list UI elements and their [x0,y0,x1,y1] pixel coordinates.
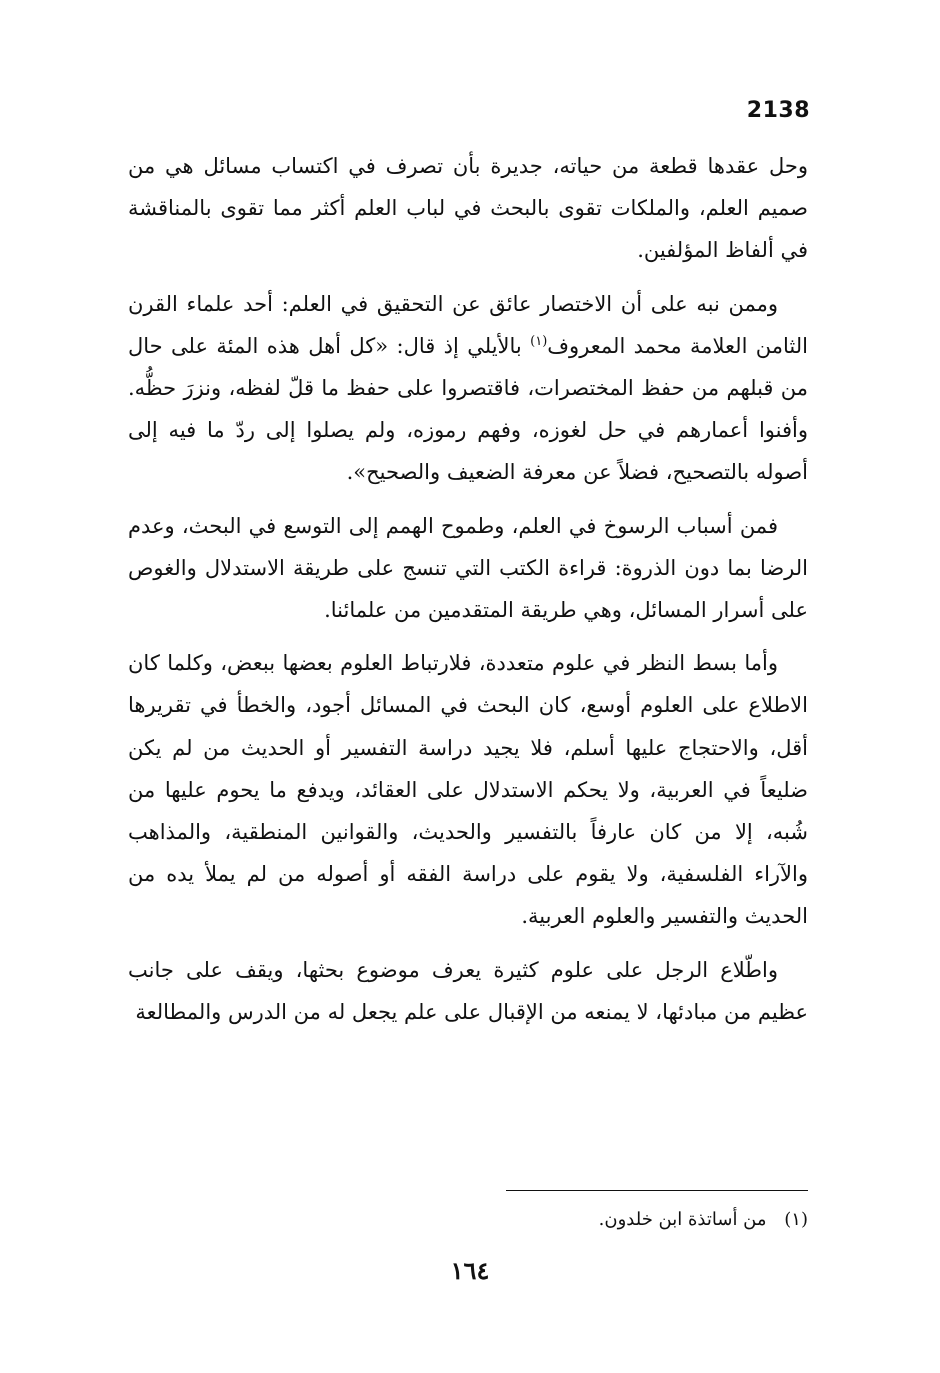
paragraph-2 [128,283,808,494]
footnote-reference-mark: (١) [530,333,548,349]
footnote [128,1203,808,1237]
paragraph-4: وأما بسط النظر في علوم متعددة، فلارتباط العلوم بعضها ببعض، وكلما كان الاطلاع على العلوم أوسع، كان البحث في المسائل أجود، والخطأ في تقريرها أقل، والاحتجاج عليها أسلم، فلا يجيد دراسة التفسير أو الحديث من لم يكن ضليعاً في العربية، ولا يحكم الاستدلال على العقائد، ويدفع ما يحوم عليها من شُبه، إلا من كان عارفاً بالتفسير والحديث، والقوانين المنطقية، والمذاهب والآراء الفلسفية، ولا يقوم على دراسة الفقه أو أصوله من لم يملأ يده من الحديث والتفسير والعلوم العربية. [128,651,808,929]
footnote-text: من أساتذة ابن خلدون. [598,1209,767,1230]
page-number-top: 2138 [746,98,810,123]
paragraph-1: وحل عقدها قطعة من حياته، جديرة بأن تصرف في اكتساب مسائل هي من صميم العلم، والملكات تقوى بالبحث في لباب العلم أكثر مما تقوى بالمناقشة في ألفاظ المؤلفين. [128,154,808,263]
paragraph-3: فمن أسباب الرسوخ في العلم، وطموح الهمم إلى التوسع في البحث، وعدم الرضا بما دون الذروة: قراءة الكتب التي تنسج على طريقة الاستدلال والغوص على أسرار المسائل، وهي طريقة المتقدمين من علمائنا. [128,513,808,623]
paragraph-5: واطّلاع الرجل على علوم كثيرة يعرف موضوع بحثها، ويقف على جانب عظيم من مبادئها، لا يمنعه من الإقبال على علم يجعل له من الدرس والمطالعة [128,957,808,1024]
body-text [128,145,808,1044]
page-number-bottom: ١٦٤ [450,1256,490,1285]
paragraph-2-text: وممن نبه على أن الاختصار عائق عن التحقيق في العلم: أحد علماء القرن الثامن العلامة محمد المعروف [128,291,808,358]
footnote-number: (١) [784,1209,808,1230]
paragraph-2-quote: بالأيلي إذ قال: «كل أهل هذه المئة على حال من قبلهم من حفظ المختصرات، فاقتصروا على حفظ ما قلّ لفظه، ونزرَ حظُّه. وأفنوا أعمارهم في حل لغوزه، وفهم رموزه، ولم يصلوا إلى ردّ ما فيه إلى أصوله بالتصحيح، فضلاً عن معرفة الضعيف والصحيح». [128,333,808,485]
footnote-divider [506,1190,808,1191]
